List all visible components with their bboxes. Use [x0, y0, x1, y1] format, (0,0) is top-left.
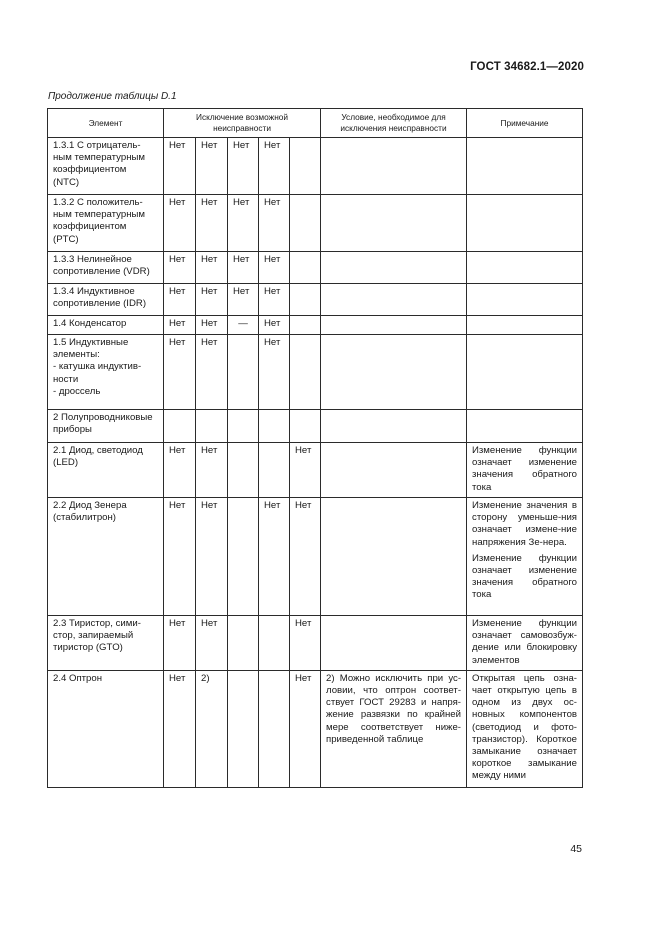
exclusion-cell-2 [196, 410, 228, 443]
exclusion-cell-4: Нет [259, 284, 290, 316]
condition-cell [321, 498, 467, 616]
exclusion-cell-2: Нет [196, 335, 228, 410]
table-row [48, 138, 583, 195]
exclusion-cell-2: Нет [196, 252, 228, 284]
element-line: - дроссель [53, 385, 101, 397]
table-row [48, 410, 583, 443]
exclusion-cell-4: Нет [259, 316, 290, 335]
exclusion-cell-2: Нет [196, 498, 228, 616]
header-exclusion: Исключение возможной неисправности [164, 109, 321, 138]
exclusion-cell-1: Нет [164, 284, 196, 316]
note-paragraph: Изменение значения в сторону уменьше-ния означает измене-ние напряжения Зе-нера. [472, 500, 578, 548]
element-cell [48, 316, 164, 335]
exclusion-cell-4: Нет [259, 138, 290, 195]
exclusion-cell-3: Нет [228, 138, 259, 195]
element-cell [48, 410, 164, 443]
exclusion-cell-1: Нет [164, 252, 196, 284]
exclusion-cell-3 [228, 616, 259, 671]
exclusion-cell-1: Нет [164, 670, 196, 787]
note-paragraph: Открытая цепь озна-чает открытую цепь в одном из двух ос-новных компонентов (светодиод и фото-транзистор). Короткое замыкание означает короткое замыкание между ними [472, 672, 578, 782]
header-condition: Условие, необходимое для исключения неисправности [321, 109, 467, 138]
element-line: 1.5 Индуктивные [53, 337, 129, 348]
standard-designation: ГОСТ 34682.1—2020 [470, 61, 584, 73]
element-line: 1.3.4 Индуктивное [53, 286, 135, 297]
element-line: тиристор (GTO) [53, 642, 123, 654]
exclusion-cell-5: Нет [290, 616, 321, 671]
page-number: 45 [570, 843, 582, 855]
failure-exclusion-table [47, 108, 583, 788]
element-line: 1.3.1 С отрицатель- [53, 140, 141, 151]
note-cell [467, 498, 583, 616]
exclusion-cell-3 [228, 670, 259, 787]
element-line: ным температурным [53, 152, 145, 164]
note-cell [467, 284, 583, 316]
exclusion-cell-3: Нет [228, 252, 259, 284]
note-cell [467, 252, 583, 284]
table-row [48, 316, 583, 335]
element-line: коэффициентом [53, 221, 127, 233]
exclusion-cell-2: Нет [196, 138, 228, 195]
exclusion-cell-1: Нет [164, 316, 196, 335]
condition-cell [321, 316, 467, 335]
element-line: сопротивление (VDR) [53, 266, 150, 278]
condition-cell [321, 138, 467, 195]
exclusion-cell-3 [228, 410, 259, 443]
exclusion-cell-1: Нет [164, 443, 196, 498]
table-caption: Продолжение таблицы D.1 [48, 91, 177, 102]
table-row [48, 284, 583, 316]
element-line: 2.4 Оптрон [53, 672, 103, 684]
condition-cell: 2) Можно исключить при ус-ловии, что оптрон соответ-ствует ГОСТ 29283 и напря-жение развязки по крайней мере соответствует ниже-приведенной таблице [321, 670, 467, 787]
exclusion-cell-1 [164, 410, 196, 443]
header-row [48, 109, 583, 138]
condition-cell [321, 410, 467, 443]
element-cell [48, 616, 164, 671]
element-line: ности [53, 373, 79, 385]
note-paragraph: Изменение функции означает изменение значения обратного тока [472, 552, 578, 601]
exclusion-cell-3: Нет [228, 195, 259, 252]
table-row [48, 498, 583, 616]
exclusion-cell-1: Нет [164, 616, 196, 671]
element-line: ным температурным [53, 209, 145, 221]
header-note: Примечание [467, 109, 583, 138]
element-line: 2.2 Диод Зенера [53, 500, 127, 511]
element-line: (PTC) [53, 233, 79, 245]
exclusion-cell-4: Нет [259, 335, 290, 410]
table-row [48, 195, 583, 252]
exclusion-cell-5: Нет [290, 670, 321, 787]
element-cell [48, 138, 164, 195]
exclusion-cell-5 [290, 410, 321, 443]
condition-cell [321, 616, 467, 671]
condition-cell [321, 284, 467, 316]
exclusion-cell-4: Нет [259, 252, 290, 284]
table-row [48, 616, 583, 671]
exclusion-cell-3 [228, 498, 259, 616]
exclusion-cell-5 [290, 195, 321, 252]
exclusion-cell-3 [228, 443, 259, 498]
exclusion-cell-4: Нет [259, 498, 290, 616]
note-cell [467, 335, 583, 410]
element-cell [48, 670, 164, 787]
exclusion-cell-5 [290, 316, 321, 335]
element-line: 2.3 Тиристор, сими- [53, 618, 141, 629]
exclusion-cell-4 [259, 410, 290, 443]
element-line: коэффициентом [53, 164, 127, 176]
table-row [48, 252, 583, 284]
exclusion-cell-5: Нет [290, 443, 321, 498]
element-cell [48, 498, 164, 616]
note-paragraph: Изменение функции означает самовозбуж-дение или блокировку элементов [472, 618, 578, 666]
exclusion-cell-4 [259, 443, 290, 498]
condition-cell [321, 195, 467, 252]
exclusion-cell-4 [259, 670, 290, 787]
exclusion-cell-2: 2) [196, 670, 228, 787]
note-cell [467, 138, 583, 195]
exclusion-cell-3: — [228, 316, 259, 335]
element-line: (NTC) [53, 176, 80, 188]
element-line: - катушка индуктив- [53, 361, 142, 373]
element-line: 2.1 Диод, светодиод [53, 445, 143, 456]
note-cell [467, 410, 583, 443]
exclusion-cell-1: Нет [164, 498, 196, 616]
element-line: приборы [53, 424, 92, 436]
element-line: стор, запираемый [53, 630, 134, 642]
element-line: 2 Полупроводниковые [53, 412, 153, 423]
exclusion-cell-2: Нет [196, 195, 228, 252]
note-cell [467, 195, 583, 252]
exclusion-cell-2: Нет [196, 616, 228, 671]
element-cell [48, 284, 164, 316]
element-line: 1.3.3 Нелинейное [53, 254, 132, 265]
exclusion-cell-5 [290, 252, 321, 284]
table-row [48, 335, 583, 410]
exclusion-cell-2: Нет [196, 284, 228, 316]
element-line: (LED) [53, 457, 79, 469]
exclusion-cell-5 [290, 335, 321, 410]
element-cell [48, 335, 164, 410]
exclusion-cell-2: Нет [196, 443, 228, 498]
element-cell [48, 443, 164, 498]
exclusion-cell-5 [290, 138, 321, 195]
element-cell [48, 252, 164, 284]
exclusion-cell-3: Нет [228, 284, 259, 316]
element-cell [48, 195, 164, 252]
condition-cell [321, 252, 467, 284]
table-row [48, 670, 583, 787]
element-line: элементы: [53, 349, 100, 361]
exclusion-cell-4 [259, 616, 290, 671]
element-line: сопротивление (IDR) [53, 298, 147, 310]
note-cell [467, 616, 583, 671]
note-paragraph: Изменение функции означает изменение значения обратного тока [472, 445, 578, 493]
exclusion-cell-2: Нет [196, 316, 228, 335]
element-line: 1.3.2 С положитель- [53, 197, 143, 208]
header-element: Элемент [48, 109, 164, 138]
condition-cell [321, 443, 467, 498]
exclusion-cell-5 [290, 284, 321, 316]
table-row [48, 443, 583, 498]
note-cell [467, 443, 583, 498]
note-cell [467, 670, 583, 787]
exclusion-cell-5: Нет [290, 498, 321, 616]
element-line: 1.4 Конденсатор [53, 318, 127, 329]
exclusion-cell-1: Нет [164, 138, 196, 195]
condition-cell [321, 335, 467, 410]
exclusion-cell-3 [228, 335, 259, 410]
note-cell [467, 316, 583, 335]
exclusion-cell-1: Нет [164, 335, 196, 410]
exclusion-cell-1: Нет [164, 195, 196, 252]
element-line: (стабилитрон) [53, 512, 116, 524]
exclusion-cell-4: Нет [259, 195, 290, 252]
